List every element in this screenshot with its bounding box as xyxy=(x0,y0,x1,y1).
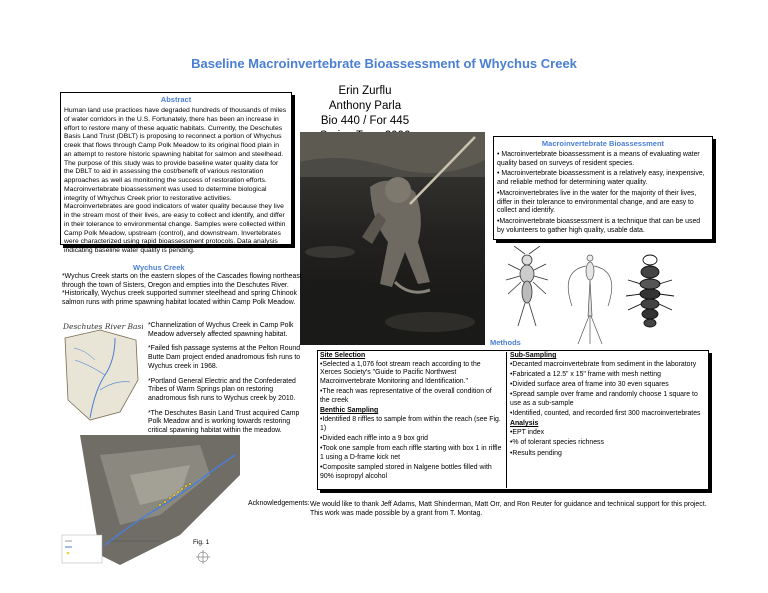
abstract-box xyxy=(60,92,292,254)
sub-item-5: •Identified, counted, and recorded first 300 macroinvertebrates xyxy=(510,410,701,418)
analysis-item-2: •% of tolerant species richness xyxy=(510,439,604,447)
macro-item-1: • Macroinvertebrate bioassessment is a means of evaluating water quality based on surveys of resident species. xyxy=(497,151,700,167)
wychus-side-item-2: *Failed fish passage systems at the Pelton Round Butte Dam project ended anadromous fish runs to Wychus creek in 1968. xyxy=(148,345,301,370)
acknowledgements-label: Acknowledgements: xyxy=(248,500,310,507)
methods-divider xyxy=(506,352,507,488)
analysis-item-1: •EPT index xyxy=(510,429,545,437)
benthic-item-2: •Divided each riffle into a 9 box grid xyxy=(320,434,429,442)
sub-item-2: •Fabricated a 12.5" x 15" frame with mesh netting xyxy=(510,370,661,378)
field-photo xyxy=(300,132,485,345)
course-label: Bio 440 / For 445 xyxy=(320,115,410,127)
methods-heading: Methods xyxy=(490,338,521,347)
wychus-side-item-3: *Portland General Electric and the Confederated Tribes of Warm Springs plan on restoring anadromous fish runs to Wychus creek by 2010. xyxy=(148,377,296,402)
benthic-sampling-heading: Benthic Sampling xyxy=(320,407,379,415)
macro-item-4: •Macroinvertebrate bioassessment is a technique that can be used by volunteers to gather high quality, usable data. xyxy=(497,217,701,234)
macro-item-3: •Macroinvertebrates live in the water for the majority of their lives, differ in their tolerance to environmental change, and are easy to collect and identify. xyxy=(497,189,697,215)
site-selection-column xyxy=(320,352,502,483)
caddisfly-larva-drawing xyxy=(626,255,674,327)
macro-bioassessment-box xyxy=(493,136,713,240)
wychus-side-item-1: *Channelization of Wychus Creek in Camp Polk Meadow adversely affected spawning habitat. xyxy=(148,322,294,338)
wychus-item-1: *Wychus Creek starts on the eastern slopes of the Cascades flowing northeast through the town of Sisters, Oregon and empties into the Deschutes River. xyxy=(62,273,302,289)
figure-label: Fig. 1 xyxy=(193,539,210,546)
map-title: Deschutes River Basin xyxy=(63,322,143,331)
macro-item-2: • Macroinvertebrate bioassessment is a relatively easy, inexpensive, and reliable method for determining water quality. xyxy=(497,170,705,187)
wychus-intro xyxy=(62,273,312,308)
stonefly-drawing xyxy=(506,246,548,326)
sub-sampling-column xyxy=(510,352,706,460)
benthic-item-3: •Took one sample from each riffle starting with box 1 in riffle 1 using a D-frame kick net xyxy=(320,445,502,461)
acknowledgements-text: We would like to thank Jeff Adams, Matt Shinderman, Matt Orr, and Ron Reuter for guidance and technical support for this project. This work was made possible by a grant from T. Montag. xyxy=(310,501,707,517)
analysis-item-3: •Results pending xyxy=(510,449,562,457)
insect-illustrations xyxy=(500,246,690,346)
author-1: Erin Zurflu xyxy=(338,85,392,97)
poster-title: Baseline Macroinvertebrate Bioassessment of Whychus Creek xyxy=(191,56,577,71)
abstract-heading: Abstract xyxy=(160,95,192,104)
benthic-item-1: •Identified 8 riffles to sample from within the reach (see Fig. 1) xyxy=(320,415,501,432)
sub-item-4: •Spread sample over frame and randomly choose 1 square to use as a sub-sample xyxy=(510,391,698,408)
sub-sampling-heading: Sub-Sampling xyxy=(510,352,557,359)
mayfly-drawing xyxy=(568,255,612,344)
abstract-text: Human land use practices have degraded hundreds of thousands of miles of water corridors in the U.S. Fortunately, there has been an increase in effort to restore many of these aquatic habitats. Currently, the Deschutes Basis Land Trust (DBLT) is proposing to reconnect a portion of Whychus creek that flows through Camp Polk Meadow to its original flood plain in an attempt to restore historic spawning habitat for salmon and steelhead. The purpose of this study was to provide baseline water quality data for the DBLT to aid in assessing the cost/benefit of various restoration approaches as well as monitoring the success of restoration efforts. Macroinvertebrate bioassessment was used to determine biological integrity of Whychus Creek prior to restorative activities. Macroinvertebrates are good indicators of water quality because they live in the stream most of their lives, are easy to collect and identify, and differ in their tolerance to environmental change. Samples were collected within Camp Polk Meadow, upstream (control), and downstream. Invertebrates were characterized using rapid bioassessment protocols. Data analysis indicating baseline water quality is pending. xyxy=(64,107,287,254)
sub-item-3: •Divided surface area of frame into 30 even squares xyxy=(510,381,669,389)
site-item-1: •Selected a 1,076 foot stream reach according to the Xerces Society's "Guide to Pacific Northwest Macroinvertebrate Monitoring and Identification." xyxy=(320,360,481,386)
macro-heading: Macroinvertebrate Bioassessment xyxy=(541,139,665,148)
analysis-heading: Analysis xyxy=(510,420,539,428)
wychus-side-list xyxy=(148,322,308,442)
site-selection-heading: Site Selection xyxy=(320,352,366,359)
wychus-item-2: *Historically, Wychus creek supported summer steelhead and spring Chinook salmon runs with prime spawning habitat located within Camp Polk Meadow. xyxy=(62,290,297,307)
wychus-heading: Wychus Creek xyxy=(133,263,185,272)
wychus-side-item-4: *The Deschutes Basin Land Trust acquired Camp Polk Meadow and is working towards restoring critical spawning habitat within the meadow. xyxy=(148,409,300,435)
site-item-2: •The reach was representative of the overall condition of the creek xyxy=(320,388,492,405)
aerial-site-map xyxy=(60,435,240,575)
deschutes-basin-map xyxy=(60,320,143,430)
sub-item-1: •Decanted macroinvertebrate from sediment in the laboratory xyxy=(510,360,697,368)
author-2: Anthony Parla xyxy=(328,100,402,112)
benthic-item-4: •Composite sampled stored in Nalgene bottles filled with 90% isopropyl alcohol xyxy=(320,463,492,480)
